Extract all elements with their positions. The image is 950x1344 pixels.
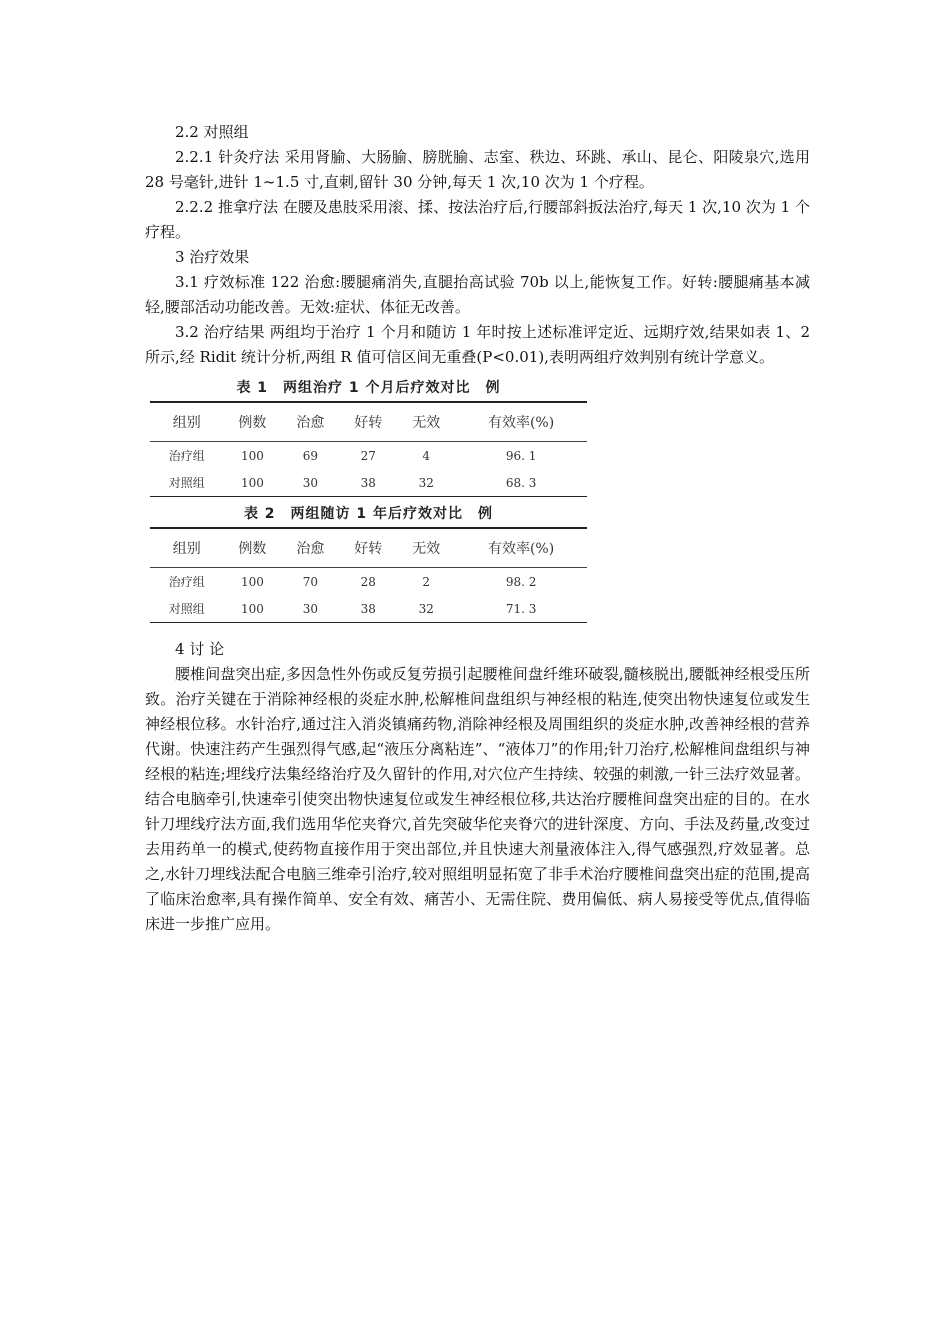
table-header-cell: 无效 [412, 541, 441, 557]
table-cell: 治疗组 [168, 575, 205, 589]
table-header-row [150, 402, 587, 442]
table-row [150, 568, 587, 596]
table-header-row [150, 528, 587, 568]
table-cell: 治疗组 [168, 449, 205, 463]
table-cell: 30 [302, 475, 318, 490]
table-1-title: 表 1 两组治疗 1 个月后疗效对比 例 [236, 380, 501, 396]
table-row [150, 469, 587, 497]
table-cell: 100 [240, 574, 264, 589]
section-heading-2-2: 2.2 对照组 [175, 123, 249, 141]
table-2-title: 表 2 两组随访 1 年后疗效对比 例 [243, 506, 494, 522]
table-cell: 32 [418, 475, 434, 490]
table-cell: 2 [422, 574, 431, 589]
table-header-cell: 组别 [172, 541, 201, 557]
document-page [145, 120, 810, 937]
paragraph-criteria: 3.1 疗效标准 122 治愈:腰腿痛消失,直腿抬高试验 70b 以上,能恢复工作。好转:腰腿痛基本减轻,腰部活动功能改善。无效:症状、体征无改善。 [145, 273, 810, 316]
table-header-cell: 例数 [238, 541, 267, 557]
table-header-cell: 无效 [412, 415, 441, 431]
table-header-cell: 有效率(%) [487, 541, 555, 557]
table-1 [150, 375, 587, 497]
section-heading-3: 3 治疗效果 [175, 248, 250, 266]
table-header-cell: 组别 [172, 415, 201, 431]
table-cell: 69 [302, 448, 318, 463]
table-cell: 对照组 [168, 476, 205, 490]
table-cell: 70 [302, 574, 318, 589]
table-header-cell: 治愈 [296, 415, 325, 431]
table-header-cell: 好转 [354, 541, 383, 557]
table-1-grid [150, 401, 587, 497]
table-cell: 100 [240, 475, 264, 490]
table-cell: 4 [422, 448, 431, 463]
table-cell: 对照组 [168, 602, 205, 616]
table-row [150, 442, 587, 470]
table-header-cell: 治愈 [296, 541, 325, 557]
table-cell: 68. 3 [505, 475, 537, 490]
table-2-grid [150, 527, 587, 623]
table-cell: 100 [240, 448, 264, 463]
paragraph-discussion: 腰椎间盘突出症,多因急性外伤或反复劳损引起腰椎间盘纤维环破裂,髓核脱出,腰骶神经根受压所致。治疗关键在于消除神经根的炎症水肿,松解椎间盘组织与神经根的粘连,使突出物快速复位或发生神经根位移。水针治疗,通过注入消炎镇痛药物,消除神经根及周围组织的炎症水肿,改善神经根的营养代谢。快速注药产生强烈得气感,起“液压分离粘连”、“液体刀”的作用;针刀治疗,松解椎间盘组织与神经根的粘连;埋线疗法集经络治疗及久留针的作用,对穴位产生持续、较强的刺激,一针三法疗效显著。结合电脑牵引,快速牵引使突出物快速复位或发生神经根位移,共达治疗腰椎间盘突出症的目的。在水针刀埋线疗法方面,我们选用华佗夹脊穴,首先突破华佗夹脊穴的进针深度、方向、手法及药量,改变过去用药单一的模式,使药物直接作用于突出部位,并且快速大剂量液体注入,得气感强烈,疗效显著。总之,水针刀埋线法配合电脑三维牵引治疗,较对照组明显拓宽了非手术治疗腰椎间盘突出症的范围,提高了临床治愈率,具有操作简单、安全有效、痛苦小、无需住院、费用偏低、病人易接受等优点,值得临床进一步推广应用。 [145, 665, 810, 933]
paragraph-acupuncture: 2.2.1 针灸疗法 采用肾腧、大肠腧、膀胱腧、志室、秩边、环跳、承山、昆仑、阳陵泉穴,选用 28 号毫针,进针 1~1.5 寸,直刺,留针 30 分钟,每天 1 次,10 次为 1 个疗程。 [145, 148, 810, 191]
table-cell: 71. 3 [505, 601, 537, 616]
table-cell: 100 [240, 601, 264, 616]
paragraph-results: 3.2 治疗结果 两组均于治疗 1 个月和随访 1 年时按上述标准评定近、远期疗效,结果如表 1、2 所示,经 Ridit 统计分析,两组 R 值可信区间无重叠(P<0.01),表明两组疗效判别有统计学意义。 [145, 323, 810, 366]
table-cell: 96. 1 [505, 448, 537, 463]
table-cell: 28 [360, 574, 376, 589]
table-header-cell: 好转 [354, 415, 383, 431]
table-cell: 38 [360, 601, 376, 616]
paragraph-massage: 2.2.2 推拿疗法 在腰及患肢采用滚、揉、按法治疗后,行腰部斜扳法治疗,每天 1 次,10 次为 1 个疗程。 [145, 198, 810, 241]
table-header-cell: 例数 [238, 415, 267, 431]
table-row [150, 595, 587, 623]
table-header-cell: 有效率(%) [487, 415, 555, 431]
spacer [145, 623, 810, 637]
table-cell: 30 [302, 601, 318, 616]
table-cell: 38 [360, 475, 376, 490]
section-heading-4: 4 讨 论 [175, 640, 225, 658]
table-cell: 32 [418, 601, 434, 616]
table-2 [150, 501, 587, 623]
table-cell: 27 [360, 448, 376, 463]
table-cell: 98. 2 [505, 574, 537, 589]
